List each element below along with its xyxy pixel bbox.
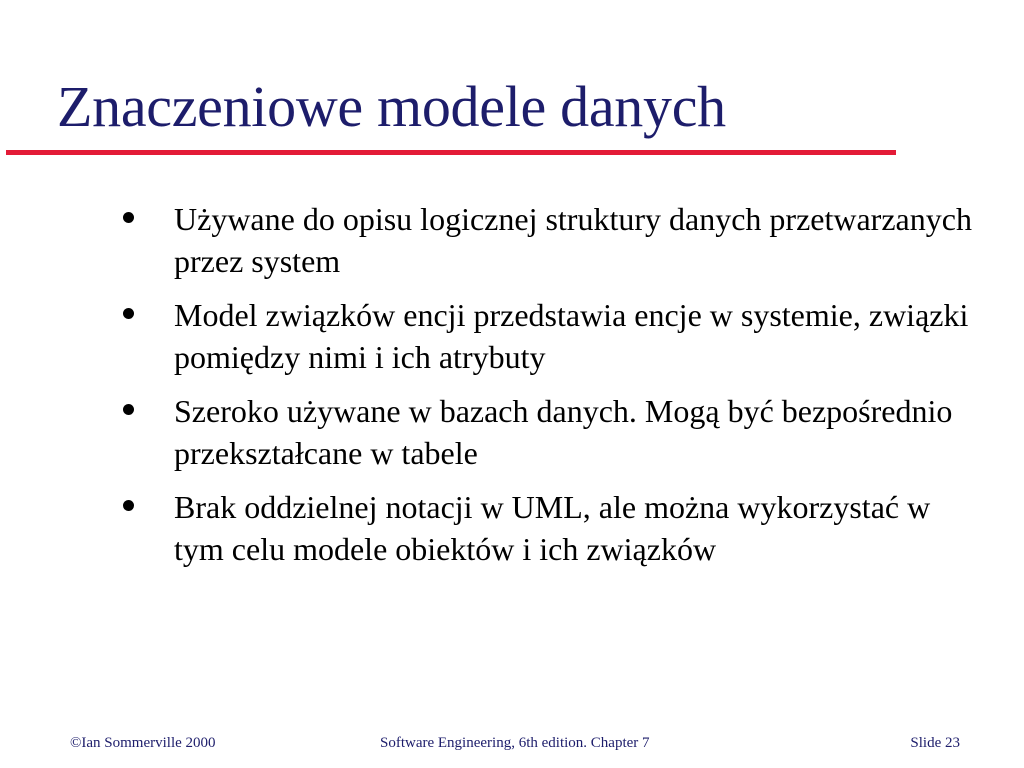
bullet-icon xyxy=(123,404,134,415)
bullet-text: Model związków encji przedstawia encje w systemie, związki pomiędzy nimi i ich atrybuty xyxy=(174,297,969,375)
bullet-icon xyxy=(123,212,134,223)
slide-title: Znaczeniowe modele danych xyxy=(57,74,726,139)
footer-slide-number: Slide 23 xyxy=(910,735,960,751)
bullet-text: Używane do opisu logicznej struktury danych przetwarzanych przez system xyxy=(174,201,972,279)
footer-copyright: ©Ian Sommerville 2000 xyxy=(70,735,216,751)
bullet-list xyxy=(120,198,980,582)
footer-course: Software Engineering, 6th edition. Chapter 7 xyxy=(380,735,650,751)
title-underline xyxy=(6,150,896,155)
bullet-item xyxy=(120,486,980,570)
bullet-icon xyxy=(123,308,134,319)
bullet-item xyxy=(120,294,980,378)
bullet-text: Brak oddzielnej notacji w UML, ale można wykorzystać w tym celu modele obiektów i ich związków xyxy=(174,489,931,567)
bullet-item xyxy=(120,390,980,474)
bullet-item xyxy=(120,198,980,282)
bullet-icon xyxy=(123,500,134,511)
bullet-text: Szeroko używane w bazach danych. Mogą być bezpośrednio przekształcane w tabele xyxy=(174,393,953,471)
